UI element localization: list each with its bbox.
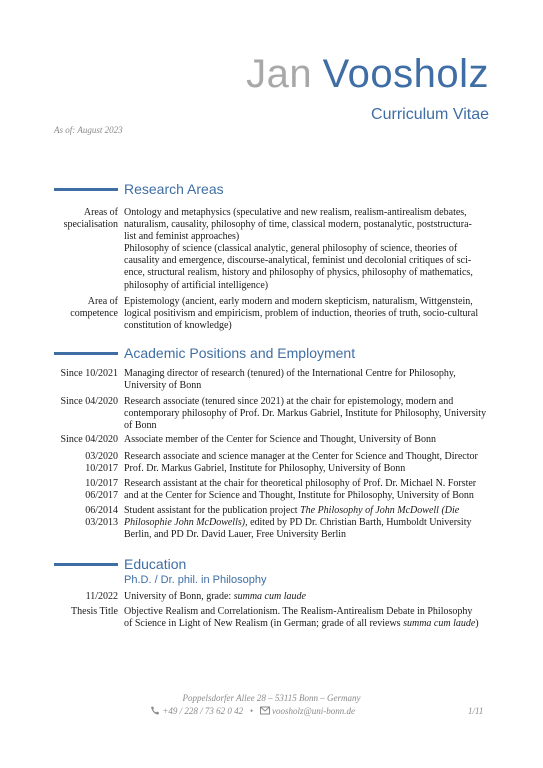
- row-text: University of Bonn, grade: summa cum laude: [124, 591, 306, 602]
- footer-contact: [150, 706, 410, 716]
- row-text: Research assistant at the chair for theoretical philosophy of Prof. Dr. Michael N. Forster and at the Center for Science and Thought, Institute for Philosophy, University of Bonn: [124, 478, 477, 502]
- row-text: Ontology and metaphysics (speculative and new realism, realism-antirealism debates, naturalism, causality, philosophy of time, classical modern, postanalytic, poststructura- list and feminist approaches): [124, 207, 472, 243]
- document-label: Curriculum Vitae: [371, 106, 489, 123]
- row-text: Philosophy of science (classical analytic, general philosophy of science, theories of causality and emergence, discourse-analytical, feminist und decolonial critiques of sci- ence, structural realism, history and philosophy of physics, philosophy of mathematics, philosophy of artificial intelligence): [124, 243, 473, 291]
- row-text: Research associate (tenured since 2021) at the chair for epistemology, modern and contemporary philosophy of Prof. Dr. Markus Gabriel, Institute for Philosophy, University of Bonn: [124, 396, 487, 432]
- footer-email[interactable]: voosholz@uni-bonn.de: [271, 706, 356, 716]
- row-text: Associate member of the Center for Science and Thought, University of Bonn: [124, 434, 436, 445]
- section-title-education: Education: [124, 556, 187, 572]
- phone-icon: [150, 706, 160, 715]
- row-label: Since 04/2020: [60, 396, 118, 407]
- section-bar: [54, 352, 118, 355]
- section-bar: [54, 563, 118, 566]
- page-number: 1/11: [468, 706, 484, 716]
- row-label: 11/2022: [85, 591, 118, 602]
- row-text: Student assistant for the publication project The Philosophy of John McDowell (Die Philosophie John McDowells), edited by PD Dr. Christian Barth, Humboldt University Berlin, and PD Dr. David Lauer, Free University Berlin: [124, 505, 472, 541]
- row-label: Since 10/2021: [60, 368, 118, 379]
- footer-phone[interactable]: +49 / 228 / 73 62 0 42: [162, 706, 244, 716]
- section-title-positions: Academic Positions and Employment: [124, 345, 356, 361]
- row-label: Thesis Title: [71, 606, 118, 617]
- last-name: Voosholz: [322, 52, 489, 96]
- first-name: Jan: [246, 52, 313, 96]
- envelope-icon: [260, 706, 270, 715]
- row-label: Since 04/2020: [60, 434, 118, 445]
- footer-separator: •: [249, 706, 253, 716]
- row-text: Managing director of research (tenured) of the International Centre for Philosophy, University of Bonn: [124, 368, 456, 392]
- row-label: 03/2020 10/2017: [85, 451, 118, 475]
- degree-title: Ph.D. / Dr. phil. in Philosophy: [124, 574, 267, 586]
- row-label: Area of competence: [70, 296, 118, 320]
- section-title-research: Research Areas: [124, 181, 224, 197]
- name-heading: [246, 50, 489, 97]
- as-of-date: As of: August 2023: [54, 125, 123, 135]
- footer-address: Poppelsdorfer Allee 28 – 53115 Bonn – Germany: [182, 693, 361, 703]
- row-label: Areas of specialisation: [63, 207, 118, 231]
- row-label: 06/2014 03/2013: [85, 505, 118, 529]
- section-bar: [54, 188, 118, 191]
- row-text: Research associate and science manager at the Center for Science and Thought, Director Prof. Dr. Markus Gabriel, Institute for Philosophy, University of Bonn: [124, 451, 478, 475]
- row-text: Objective Realism and Correlationism. The Realism-Antirealism Debate in Philosophy of Science in Light of New Realism (in German; grade of all reviews summa cum laude): [124, 606, 479, 630]
- row-text: Epistemology (ancient, early modern and modern skepticism, naturalism, Wittgenstein, logical positivism and empiricism, problem of induction, theories of truth, socio-cultural constitution of knowledge): [124, 296, 479, 332]
- row-label: 10/2017 06/2017: [85, 478, 118, 502]
